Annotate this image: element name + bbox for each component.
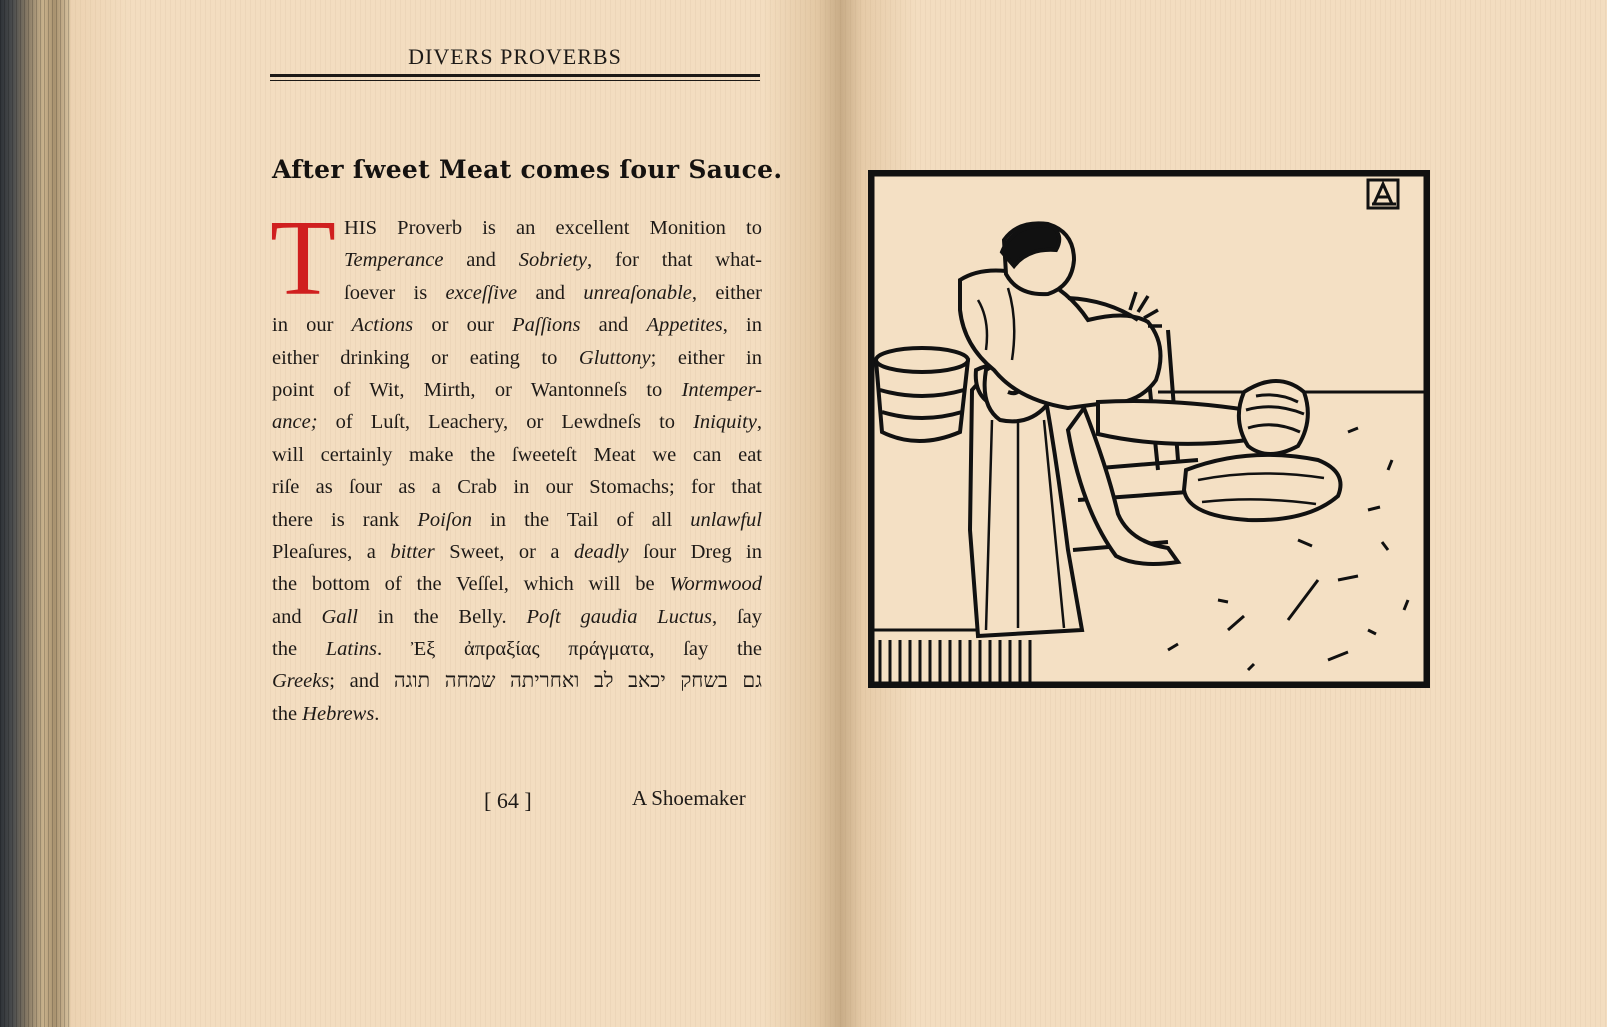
text-segment: the bbox=[272, 702, 303, 725]
text-segment: and bbox=[517, 281, 584, 304]
text-segment: will certainly make the ſweeteſt Meat we can eat bbox=[272, 443, 762, 466]
text-line bbox=[272, 698, 762, 730]
italic-segment: Poſt gaudia Luctus bbox=[526, 605, 712, 628]
text-segment: ſour Dreg in bbox=[628, 540, 762, 563]
text-segment: of Luſt, Leachery, or Lewdneſs to bbox=[317, 411, 694, 434]
italic-segment: Sobriety bbox=[518, 249, 588, 272]
text-segment: ſoever is bbox=[344, 281, 446, 304]
text-line bbox=[272, 309, 762, 341]
text-segment: riſe as ſour as a Crab in our Stomachs; for that bbox=[272, 476, 762, 499]
text-segment: Pleaſures, a bbox=[272, 540, 391, 563]
italic-segment: Poiſon bbox=[417, 508, 472, 531]
italic-segment: Paſſions bbox=[512, 314, 581, 337]
text-line bbox=[272, 277, 762, 309]
text-segment: or our bbox=[413, 314, 513, 337]
running-head: DIVERS PROVERBS bbox=[408, 44, 622, 69]
head-rule-thin bbox=[270, 80, 760, 81]
text-segment: ; either in bbox=[650, 346, 763, 369]
text-segment: , ſay bbox=[711, 605, 762, 628]
italic-segment: Actions bbox=[351, 314, 414, 337]
italic-segment: Temperance bbox=[344, 249, 444, 272]
page-number: [ 64 ] bbox=[484, 788, 532, 813]
text-segment: . Ἐξ ἀπραξίας πράγματα, ſay the bbox=[377, 638, 762, 661]
text-segment: , in bbox=[722, 314, 763, 337]
text-segment: Sweet, or a bbox=[434, 540, 574, 563]
text-line bbox=[272, 439, 762, 471]
text-line bbox=[272, 244, 762, 276]
italic-segment: Wormwood bbox=[669, 573, 762, 596]
text-segment: , for that what- bbox=[587, 249, 762, 272]
italic-segment: unreaſonable bbox=[583, 281, 692, 304]
italic-segment: ance; bbox=[272, 411, 318, 434]
left-page bbox=[70, 0, 840, 1027]
catchword: A Shoemaker bbox=[632, 786, 746, 810]
text-line bbox=[272, 601, 762, 633]
italic-segment: Intemper- bbox=[681, 378, 762, 401]
text-segment: and bbox=[272, 605, 322, 628]
basket bbox=[876, 348, 968, 441]
proverb-body-text bbox=[270, 199, 763, 730]
text-segment: point of Wit, Mirth, or Wantonneſs to bbox=[272, 378, 682, 401]
text-line bbox=[272, 406, 762, 438]
drop-cap: T bbox=[270, 199, 336, 318]
text-segment: and bbox=[443, 249, 519, 272]
text-segment: , either bbox=[691, 281, 762, 304]
proverb-title: After ſweet Meat comes ſour Sauce. bbox=[272, 155, 783, 184]
right-page bbox=[840, 0, 1607, 1027]
text-line bbox=[272, 374, 762, 406]
italic-segment: deadly bbox=[574, 540, 629, 563]
text-segment: HIS Proverb is an excellent Monition to bbox=[344, 217, 762, 239]
text-line bbox=[272, 633, 762, 665]
text-segment: ; and גם בשחק יכאב לב ואחריתה שמחה תוגה bbox=[329, 670, 762, 693]
italic-segment: Appetites bbox=[646, 314, 723, 337]
text-line bbox=[272, 665, 762, 697]
text-line bbox=[272, 471, 762, 503]
text-line bbox=[272, 342, 762, 374]
italic-segment: bitter bbox=[390, 540, 435, 563]
italic-segment: Latins bbox=[325, 638, 378, 661]
text-segment: the bottom of the Veſſel, which will be bbox=[272, 573, 670, 596]
woodcut-illustration bbox=[868, 170, 1430, 688]
italic-segment: exceſſive bbox=[445, 281, 518, 304]
book-spine-edge bbox=[0, 0, 70, 1027]
text-segment: , bbox=[756, 411, 762, 434]
italic-segment: Greeks bbox=[272, 670, 330, 693]
text-segment: in the Tail of all bbox=[471, 508, 691, 531]
text-line bbox=[272, 568, 762, 600]
text-segment: in our bbox=[272, 314, 352, 337]
italic-segment: Hebrews bbox=[302, 702, 375, 725]
italic-segment: Iniquity bbox=[693, 411, 757, 434]
italic-segment: Gall bbox=[321, 605, 358, 628]
text-segment: and bbox=[580, 314, 647, 337]
italic-segment: Gluttony bbox=[578, 346, 651, 369]
head-rule-thick bbox=[270, 74, 760, 77]
text-segment: the bbox=[272, 638, 326, 661]
text-segment: . bbox=[374, 702, 380, 725]
italic-segment: unlawful bbox=[690, 508, 762, 531]
text-segment: either drinking or eating to bbox=[272, 346, 579, 369]
text-line bbox=[272, 212, 762, 244]
text-line bbox=[272, 504, 762, 536]
text-line bbox=[272, 536, 762, 568]
text-segment: in the Belly. bbox=[357, 605, 527, 628]
text-segment: there is rank bbox=[272, 508, 418, 531]
